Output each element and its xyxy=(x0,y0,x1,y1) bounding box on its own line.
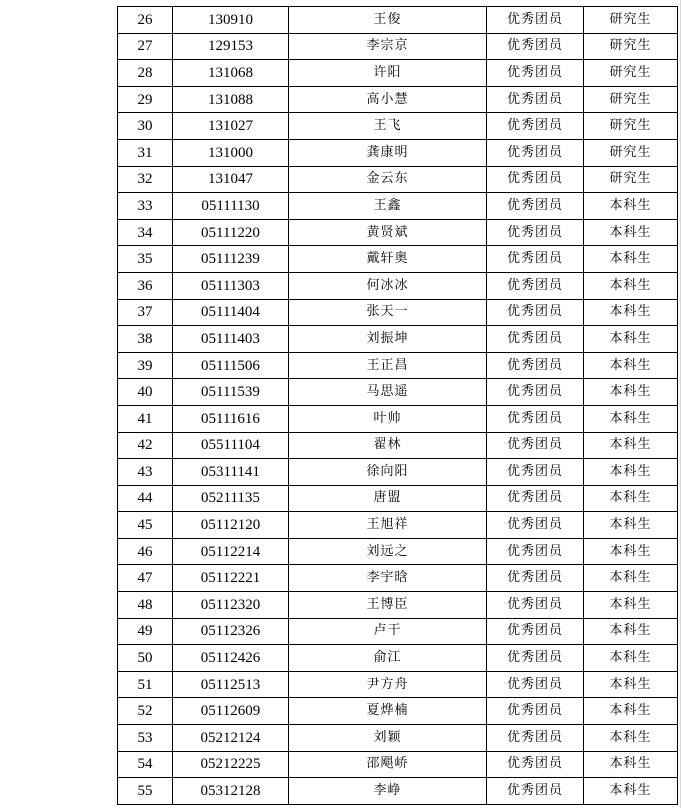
student-name-cell: 王俊 xyxy=(289,7,487,34)
table-row xyxy=(118,751,678,778)
student-id-cell: 05111539 xyxy=(173,379,289,406)
award-cell: 优秀团员 xyxy=(487,618,584,645)
student-type-cell: 本科生 xyxy=(584,219,678,246)
student-type-cell: 研究生 xyxy=(584,113,678,140)
award-cell: 优秀团员 xyxy=(487,193,584,220)
student-type-cell: 本科生 xyxy=(584,485,678,512)
award-cell: 优秀团员 xyxy=(487,7,584,34)
student-type-cell: 本科生 xyxy=(584,592,678,619)
student-type-cell: 本科生 xyxy=(584,512,678,539)
student-name-cell: 尹方舟 xyxy=(289,671,487,698)
row-index-cell: 48 xyxy=(118,592,173,619)
row-index-cell: 54 xyxy=(118,751,173,778)
table-row xyxy=(118,193,678,220)
student-type-cell: 研究生 xyxy=(584,7,678,34)
award-cell: 优秀团员 xyxy=(487,379,584,406)
row-index-cell: 26 xyxy=(118,7,173,34)
student-id-cell: 05111130 xyxy=(173,193,289,220)
table-row xyxy=(118,86,678,113)
row-index-cell: 34 xyxy=(118,219,173,246)
student-type-cell: 研究生 xyxy=(584,86,678,113)
table-row xyxy=(118,7,678,34)
award-cell: 优秀团员 xyxy=(487,538,584,565)
row-index-cell: 45 xyxy=(118,512,173,539)
table-row xyxy=(118,219,678,246)
student-name-cell: 马思遥 xyxy=(289,379,487,406)
student-id-cell: 05111303 xyxy=(173,272,289,299)
student-type-cell: 本科生 xyxy=(584,379,678,406)
student-name-cell: 王鑫 xyxy=(289,193,487,220)
table-row xyxy=(118,432,678,459)
award-cell: 优秀团员 xyxy=(487,352,584,379)
row-index-cell: 55 xyxy=(118,778,173,805)
student-name-cell: 金云东 xyxy=(289,166,487,193)
student-id-cell: 05312128 xyxy=(173,778,289,805)
row-index-cell: 42 xyxy=(118,432,173,459)
row-index-cell: 44 xyxy=(118,485,173,512)
student-name-cell: 高小慧 xyxy=(289,86,487,113)
award-cell: 优秀团员 xyxy=(487,33,584,60)
student-name-cell: 许阳 xyxy=(289,60,487,87)
award-cell: 优秀团员 xyxy=(487,592,584,619)
table-row xyxy=(118,485,678,512)
table-row xyxy=(118,405,678,432)
award-cell: 优秀团员 xyxy=(487,139,584,166)
table-row xyxy=(118,592,678,619)
row-index-cell: 40 xyxy=(118,379,173,406)
student-name-cell: 黄贤斌 xyxy=(289,219,487,246)
student-type-cell: 本科生 xyxy=(584,645,678,672)
student-id-cell: 131000 xyxy=(173,139,289,166)
row-index-cell: 33 xyxy=(118,193,173,220)
award-cell: 优秀团员 xyxy=(487,272,584,299)
student-id-cell: 05111506 xyxy=(173,352,289,379)
table-row xyxy=(118,60,678,87)
student-id-cell: 05511104 xyxy=(173,432,289,459)
student-name-cell: 何冰冰 xyxy=(289,272,487,299)
student-name-cell: 王飞 xyxy=(289,113,487,140)
row-index-cell: 49 xyxy=(118,618,173,645)
roster-body xyxy=(118,7,678,805)
student-name-cell: 刘振坤 xyxy=(289,326,487,353)
student-type-cell: 本科生 xyxy=(584,565,678,592)
student-name-cell: 王旭祥 xyxy=(289,512,487,539)
student-type-cell: 本科生 xyxy=(584,671,678,698)
student-type-cell: 本科生 xyxy=(584,405,678,432)
student-id-cell: 130910 xyxy=(173,7,289,34)
student-type-cell: 本科生 xyxy=(584,272,678,299)
table-row xyxy=(118,272,678,299)
row-index-cell: 37 xyxy=(118,299,173,326)
student-id-cell: 131027 xyxy=(173,113,289,140)
award-cell: 优秀团员 xyxy=(487,60,584,87)
student-type-cell: 本科生 xyxy=(584,193,678,220)
award-cell: 优秀团员 xyxy=(487,166,584,193)
award-cell: 优秀团员 xyxy=(487,299,584,326)
student-type-cell: 本科生 xyxy=(584,299,678,326)
student-type-cell: 本科生 xyxy=(584,618,678,645)
table-row xyxy=(118,246,678,273)
student-type-cell: 本科生 xyxy=(584,326,678,353)
student-name-cell: 徐向阳 xyxy=(289,459,487,486)
student-type-cell: 本科生 xyxy=(584,352,678,379)
award-cell: 优秀团员 xyxy=(487,778,584,805)
row-index-cell: 31 xyxy=(118,139,173,166)
row-index-cell: 46 xyxy=(118,538,173,565)
row-index-cell: 36 xyxy=(118,272,173,299)
student-name-cell: 龚康明 xyxy=(289,139,487,166)
student-name-cell: 王正昌 xyxy=(289,352,487,379)
row-index-cell: 29 xyxy=(118,86,173,113)
award-cell: 优秀团员 xyxy=(487,405,584,432)
student-name-cell: 俞江 xyxy=(289,645,487,672)
table-row xyxy=(118,512,678,539)
student-type-cell: 本科生 xyxy=(584,538,678,565)
row-index-cell: 32 xyxy=(118,166,173,193)
student-name-cell: 夏烨楠 xyxy=(289,698,487,725)
student-id-cell: 05111239 xyxy=(173,246,289,273)
award-cell: 优秀团员 xyxy=(487,512,584,539)
award-cell: 优秀团员 xyxy=(487,485,584,512)
student-id-cell: 05212225 xyxy=(173,751,289,778)
award-cell: 优秀团员 xyxy=(487,671,584,698)
award-cell: 优秀团员 xyxy=(487,432,584,459)
student-name-cell: 李峥 xyxy=(289,778,487,805)
student-name-cell: 李宇晗 xyxy=(289,565,487,592)
row-index-cell: 53 xyxy=(118,725,173,752)
student-id-cell: 05111220 xyxy=(173,219,289,246)
award-cell: 优秀团员 xyxy=(487,751,584,778)
student-type-cell: 研究生 xyxy=(584,60,678,87)
table-row xyxy=(118,645,678,672)
table-row xyxy=(118,166,678,193)
row-index-cell: 39 xyxy=(118,352,173,379)
row-index-cell: 47 xyxy=(118,565,173,592)
student-name-cell: 李宗京 xyxy=(289,33,487,60)
award-cell: 优秀团员 xyxy=(487,725,584,752)
honor-roster-table xyxy=(117,6,678,805)
table-row xyxy=(118,326,678,353)
table-row xyxy=(118,139,678,166)
student-id-cell: 131088 xyxy=(173,86,289,113)
student-name-cell: 刘远之 xyxy=(289,538,487,565)
student-id-cell: 05311141 xyxy=(173,459,289,486)
row-index-cell: 51 xyxy=(118,671,173,698)
row-index-cell: 52 xyxy=(118,698,173,725)
student-type-cell: 本科生 xyxy=(584,432,678,459)
student-id-cell: 05112221 xyxy=(173,565,289,592)
award-cell: 优秀团员 xyxy=(487,246,584,273)
award-cell: 优秀团员 xyxy=(487,113,584,140)
row-index-cell: 50 xyxy=(118,645,173,672)
student-type-cell: 本科生 xyxy=(584,246,678,273)
table-row xyxy=(118,113,678,140)
student-name-cell: 王博臣 xyxy=(289,592,487,619)
student-id-cell: 129153 xyxy=(173,33,289,60)
row-index-cell: 35 xyxy=(118,246,173,273)
student-id-cell: 131068 xyxy=(173,60,289,87)
table-row xyxy=(118,565,678,592)
table-row xyxy=(118,459,678,486)
student-id-cell: 131047 xyxy=(173,166,289,193)
student-name-cell: 戴轩奥 xyxy=(289,246,487,273)
award-cell: 优秀团员 xyxy=(487,698,584,725)
student-name-cell: 卢干 xyxy=(289,618,487,645)
student-id-cell: 05112120 xyxy=(173,512,289,539)
table-row xyxy=(118,299,678,326)
award-cell: 优秀团员 xyxy=(487,326,584,353)
student-id-cell: 05212124 xyxy=(173,725,289,752)
student-id-cell: 05112426 xyxy=(173,645,289,672)
row-index-cell: 41 xyxy=(118,405,173,432)
award-cell: 优秀团员 xyxy=(487,645,584,672)
student-name-cell: 翟林 xyxy=(289,432,487,459)
award-cell: 优秀团员 xyxy=(487,219,584,246)
student-type-cell: 本科生 xyxy=(584,725,678,752)
student-type-cell: 本科生 xyxy=(584,698,678,725)
student-id-cell: 05111616 xyxy=(173,405,289,432)
student-id-cell: 05112320 xyxy=(173,592,289,619)
table-row xyxy=(118,538,678,565)
student-id-cell: 05112214 xyxy=(173,538,289,565)
student-name-cell: 刘颖 xyxy=(289,725,487,752)
student-name-cell: 唐盟 xyxy=(289,485,487,512)
row-index-cell: 28 xyxy=(118,60,173,87)
student-type-cell: 本科生 xyxy=(584,459,678,486)
student-id-cell: 05112513 xyxy=(173,671,289,698)
student-id-cell: 05111404 xyxy=(173,299,289,326)
row-index-cell: 27 xyxy=(118,33,173,60)
table-row xyxy=(118,618,678,645)
table-row xyxy=(118,33,678,60)
table-row xyxy=(118,379,678,406)
student-name-cell: 叶帅 xyxy=(289,405,487,432)
row-index-cell: 30 xyxy=(118,113,173,140)
student-id-cell: 05111403 xyxy=(173,326,289,353)
student-id-cell: 05112609 xyxy=(173,698,289,725)
table-row xyxy=(118,698,678,725)
student-type-cell: 研究生 xyxy=(584,139,678,166)
row-index-cell: 38 xyxy=(118,326,173,353)
student-name-cell: 邵飓峤 xyxy=(289,751,487,778)
student-id-cell: 05211135 xyxy=(173,485,289,512)
award-cell: 优秀团员 xyxy=(487,459,584,486)
student-type-cell: 研究生 xyxy=(584,33,678,60)
award-cell: 优秀团员 xyxy=(487,565,584,592)
student-type-cell: 本科生 xyxy=(584,778,678,805)
table-row xyxy=(118,671,678,698)
table-row xyxy=(118,725,678,752)
student-type-cell: 研究生 xyxy=(584,166,678,193)
table-row xyxy=(118,778,678,805)
student-type-cell: 本科生 xyxy=(584,751,678,778)
student-name-cell: 张天一 xyxy=(289,299,487,326)
table-row xyxy=(118,352,678,379)
award-cell: 优秀团员 xyxy=(487,86,584,113)
student-id-cell: 05112326 xyxy=(173,618,289,645)
row-index-cell: 43 xyxy=(118,459,173,486)
